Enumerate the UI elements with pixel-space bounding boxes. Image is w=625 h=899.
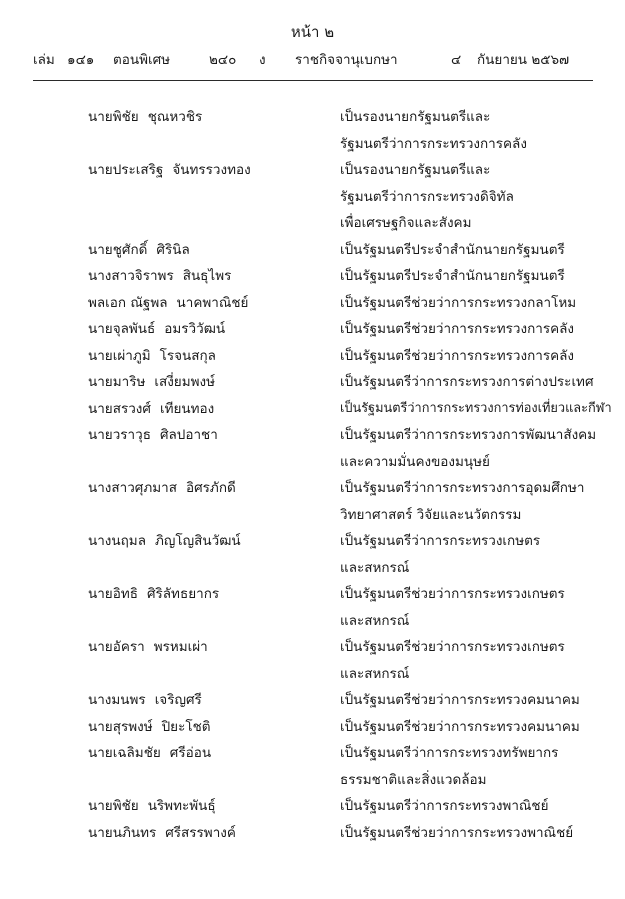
appointee-last-name: เจริญศรี: [154, 692, 202, 708]
appointed-position: เป็นรองนายกรัฐมนตรีและ: [340, 109, 491, 125]
appointed-position: เป็นรัฐมนตรีประจำสำนักนายกรัฐมนตรี: [340, 241, 565, 258]
appointee-name: [88, 237, 190, 264]
entry-row: [0, 422, 625, 449]
appointee-first-name: นายสรวงศ์: [88, 400, 151, 417]
section-label: ตอนพิเศษ: [113, 52, 171, 68]
appointment-entry: [0, 396, 625, 423]
appointment-entry: [0, 343, 625, 370]
entry-continuation-row: [0, 210, 625, 237]
appointed-position: และสหกรณ์: [340, 612, 410, 629]
appointee-last-name: สินธุไพร: [182, 268, 232, 284]
appointee-name: [88, 343, 216, 370]
appointment-entry: [0, 634, 625, 687]
entry-row: [0, 820, 625, 847]
section-letter: ง: [259, 52, 266, 68]
appointed-position: เพื่อเศรษฐกิจและสังคม: [340, 215, 472, 231]
appointee-last-name: ศิรินิล: [156, 241, 190, 258]
appointment-entry: [0, 581, 625, 634]
appointee-first-name: นายจุลพันธ์: [88, 321, 156, 337]
appointed-position: เป็นรัฐมนตรีว่าการกระทรวงการท่องเที่ยวและกีฬา: [340, 400, 612, 416]
appointee-name: [88, 157, 251, 184]
appointee-last-name: เสงี่ยมพงษ์: [154, 374, 216, 390]
appointee-name: [88, 714, 211, 741]
appointee-first-name: นางสาวศุภมาส: [88, 480, 177, 496]
appointment-entry: [0, 793, 625, 820]
appointed-position: เป็นรัฐมนตรีช่วยว่าการกระทรวงพาณิชย์: [340, 824, 574, 841]
entry-row: [0, 316, 625, 343]
appointee-last-name: ศรีอ่อน: [169, 745, 212, 761]
appointed-position: เป็นรัฐมนตรีว่าการกระทรวงทรัพยากร: [340, 745, 559, 761]
appointment-entry: [0, 263, 625, 290]
entry-row: [0, 687, 625, 714]
appointee-last-name: โรจนสกุล: [159, 347, 216, 364]
appointee-name: [88, 369, 215, 396]
appointee-last-name: จันทรรวงทอง: [172, 162, 251, 178]
gazette-title: ราชกิจจานุเบกษา: [295, 52, 398, 68]
entry-row: [0, 396, 625, 423]
entry-continuation-row: [0, 767, 625, 794]
appointee-first-name: พลเอก ณัฐพล: [88, 294, 168, 311]
appointee-name: [88, 263, 231, 290]
appointee-first-name: นายพิชัย: [88, 109, 139, 125]
issue-day: ๔: [451, 52, 462, 68]
appointed-position: รัฐมนตรีว่าการกระทรวงดิจิทัล: [340, 188, 514, 205]
appointee-name: [88, 422, 218, 449]
appointee-first-name: นายอิทธิ: [88, 586, 138, 602]
entry-row: [0, 740, 625, 767]
appointed-position: เป็นรองนายกรัฐมนตรีและ: [340, 162, 491, 178]
appointee-first-name: นายอัครา: [88, 639, 145, 655]
entry-continuation-row: [0, 555, 625, 582]
appointee-name: [88, 687, 202, 714]
appointee-first-name: นางสาวจิราพร: [88, 268, 174, 284]
appointment-entry: [0, 820, 625, 847]
appointee-last-name: นริพทะพันธุ์: [147, 798, 216, 814]
appointed-position: และสหกรณ์: [340, 559, 410, 576]
appointed-position: เป็นรัฐมนตรีช่วยว่าการกระทรวงการคลัง: [340, 347, 574, 364]
appointed-position: เป็นรัฐมนตรีช่วยว่าการกระทรวงคมนาคม: [340, 718, 580, 735]
entry-row: [0, 104, 625, 131]
appointed-position: เป็นรัฐมนตรีช่วยว่าการกระทรวงเกษตร: [340, 639, 565, 655]
header-divider: [33, 80, 593, 81]
appointed-position: รัฐมนตรีว่าการกระทรวงการคลัง: [340, 135, 527, 152]
appointee-last-name: ศิลปอาชา: [159, 427, 218, 443]
appointed-position: เป็นรัฐมนตรีว่าการกระทรวงเกษตร: [340, 533, 541, 549]
appointee-first-name: นายเฉลิมชัย: [88, 745, 161, 761]
volume-label: เล่ม: [33, 52, 55, 68]
appointed-position: เป็นรัฐมนตรีช่วยว่าการกระทรวงการคลัง: [340, 321, 574, 337]
appointee-name: [88, 528, 241, 555]
appointment-entry: [0, 475, 625, 528]
entry-continuation-row: [0, 131, 625, 158]
entry-row: [0, 581, 625, 608]
appointed-position: เป็นรัฐมนตรีว่าการกระทรวงการต่างประเทศ: [340, 374, 594, 390]
appointment-entry: [0, 687, 625, 714]
entry-row: [0, 793, 625, 820]
gazette-header: [33, 48, 593, 70]
appointed-position: และความมั่นคงของมนุษย์: [340, 453, 490, 470]
appointed-position: และสหกรณ์: [340, 665, 410, 682]
appointee-name: [88, 104, 202, 131]
appointee-last-name: เทียนทอง: [159, 400, 215, 417]
appointee-name: [88, 316, 225, 343]
appointee-name: [88, 396, 214, 423]
appointee-first-name: นางนฤมล: [88, 533, 146, 549]
appointment-entry: [0, 714, 625, 741]
appointed-position: ธรรมชาติและสิ่งแวดล้อม: [340, 771, 487, 788]
appointment-entry: [0, 104, 625, 157]
appointee-last-name: นาคพาณิชย์: [176, 294, 249, 311]
appointed-position: เป็นรัฐมนตรีประจำสำนักนายกรัฐมนตรี: [340, 268, 565, 284]
appointee-last-name: ศรีสรรพางค์: [165, 824, 236, 841]
entry-row: [0, 634, 625, 661]
entry-row: [0, 290, 625, 317]
appointee-name: [88, 820, 236, 847]
appointee-last-name: ศิริลัทธยากร: [146, 586, 220, 602]
appointment-entry: [0, 290, 625, 317]
appointee-last-name: อมรวิวัฒน์: [164, 321, 226, 337]
appointee-name: [88, 581, 219, 608]
appointee-first-name: นายนภินทร: [88, 824, 157, 841]
appointee-last-name: ภิญโญสินวัฒน์: [154, 533, 241, 549]
appointee-first-name: นางมนพร: [88, 692, 146, 708]
appointment-entry: [0, 740, 625, 793]
appointment-list: [0, 104, 625, 846]
appointee-first-name: นายประเสริฐ: [88, 162, 164, 178]
appointment-entry: [0, 528, 625, 581]
appointee-first-name: นายพิชัย: [88, 798, 139, 814]
appointee-name: [88, 290, 248, 317]
appointee-last-name: พรหมเผ่า: [153, 639, 208, 655]
section-number: ๒๔๐: [209, 52, 237, 68]
entry-row: [0, 714, 625, 741]
page-number: หน้า ๒: [290, 23, 335, 41]
appointee-first-name: นายมาริษ: [88, 374, 146, 390]
appointee-name: [88, 475, 236, 502]
issue-month-year: กันยายน ๒๕๖๗: [477, 52, 570, 68]
appointee-last-name: ปิยะโชติ: [161, 718, 211, 735]
appointment-entry: [0, 422, 625, 475]
appointed-position: เป็นรัฐมนตรีว่าการกระทรวงพาณิชย์: [340, 798, 549, 814]
appointment-entry: [0, 237, 625, 264]
appointee-first-name: นายสุรพงษ์: [88, 718, 153, 735]
appointee-name: [88, 793, 216, 820]
appointed-position: วิทยาศาสตร์ วิจัยและนวัตกรรม: [340, 506, 522, 523]
appointed-position: เป็นรัฐมนตรีช่วยว่าการกระทรวงเกษตร: [340, 586, 565, 602]
appointee-first-name: นายวราวุธ: [88, 427, 151, 443]
entry-continuation-row: [0, 449, 625, 476]
appointment-entry: [0, 157, 625, 237]
appointed-position: เป็นรัฐมนตรีช่วยว่าการกระทรวงคมนาคม: [340, 692, 580, 708]
appointee-name: [88, 634, 208, 661]
entry-continuation-row: [0, 502, 625, 529]
appointee-name: [88, 740, 211, 767]
entry-row: [0, 237, 625, 264]
appointment-entry: [0, 316, 625, 343]
entry-row: [0, 343, 625, 370]
entry-row: [0, 528, 625, 555]
entry-continuation-row: [0, 184, 625, 211]
entry-row: [0, 475, 625, 502]
appointed-position: เป็นรัฐมนตรีว่าการกระทรวงการพัฒนาสังคม: [340, 427, 597, 443]
appointment-entry: [0, 369, 625, 396]
volume-number: ๑๔๑: [67, 52, 95, 68]
appointee-last-name: ชุณหวชิร: [147, 109, 203, 125]
appointee-last-name: อิศรภักดี: [186, 480, 236, 496]
appointee-first-name: นายเผ่าภูมิ: [88, 347, 151, 364]
entry-continuation-row: [0, 661, 625, 688]
entry-continuation-row: [0, 608, 625, 635]
appointed-position: เป็นรัฐมนตรีว่าการกระทรวงการอุดมศึกษา: [340, 480, 585, 496]
entry-row: [0, 157, 625, 184]
appointee-first-name: นายชูศักดิ์: [88, 241, 148, 258]
appointed-position: เป็นรัฐมนตรีช่วยว่าการกระทรวงกลาโหม: [340, 294, 577, 311]
entry-row: [0, 263, 625, 290]
entry-row: [0, 369, 625, 396]
